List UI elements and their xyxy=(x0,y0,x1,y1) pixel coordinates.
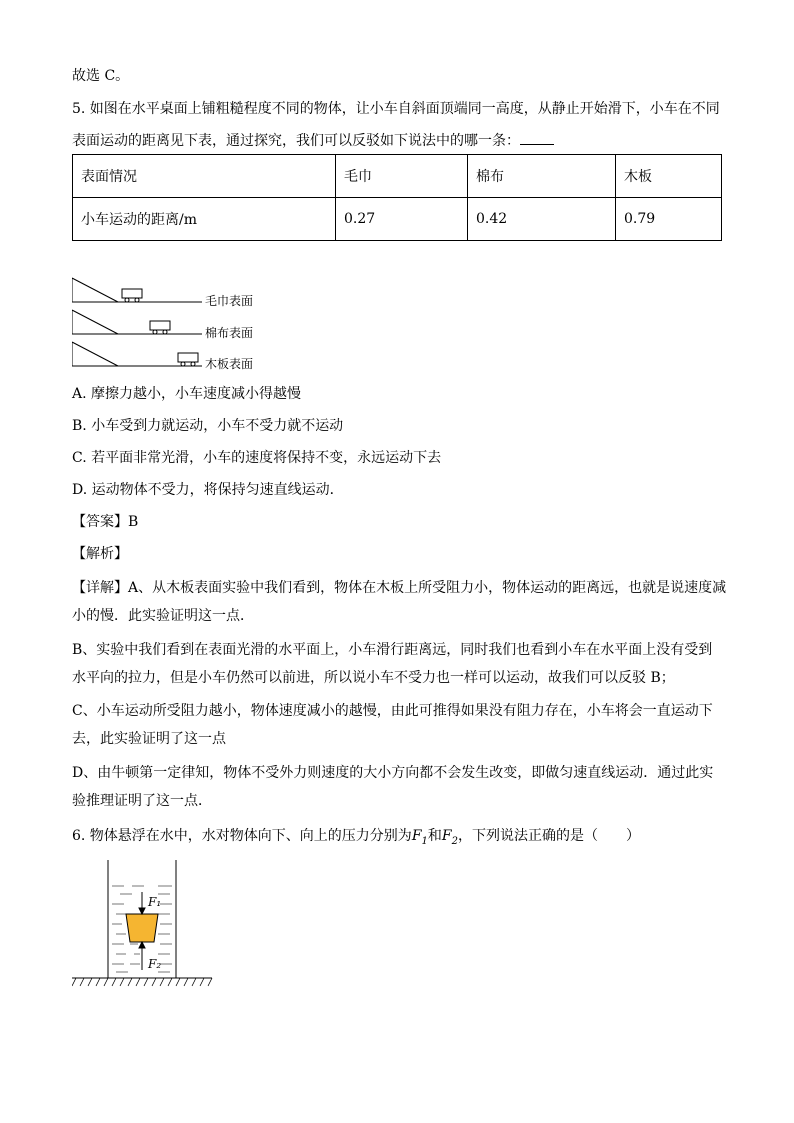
q5-stem-text: 表面运动的距离见下表，通过探究，我们可以反驳如下说法中的哪一条： xyxy=(72,133,520,149)
q5-stem-line1: 5. 如图在水平桌面上铺粗糙程度不同的物体，让小车自斜面顶端同一高度，从静止开始滑下，小车在不同 xyxy=(72,101,720,117)
detail-line: 水平向的拉力，但是小车仍然可以前进，所以说小车不受力也一样可以运动，故我们可以反驳 B； xyxy=(72,670,675,686)
table-cell: 0.79 xyxy=(616,198,722,241)
force-label-f1: F₁ xyxy=(148,895,162,909)
figure-label-towel: 毛巾表面 xyxy=(205,294,254,308)
table-header-cell: 棉布 xyxy=(468,155,616,198)
detail-line: 去，此实验证明了这一点 xyxy=(72,731,226,747)
f2-subscript: 2 xyxy=(451,835,458,847)
answer-line xyxy=(72,512,732,532)
analysis-label: 【解析】 xyxy=(72,546,128,562)
detail-line: 验推理证明了这一点． xyxy=(72,793,212,809)
option-b: B. 小车受到力就运动，小车不受力就不运动 xyxy=(72,418,344,434)
force-label-f2: F₂ xyxy=(148,957,162,971)
table-header-cell: 木板 xyxy=(616,155,722,198)
table-cell: 小车运动的距离/m xyxy=(73,198,336,241)
table-cell: 0.27 xyxy=(336,198,468,241)
table-header-cell: 表面情况 xyxy=(73,155,336,198)
figure-label-cotton: 棉布表面 xyxy=(205,326,254,340)
detail-line: C、小车运动所受阻力越小，物体速度减小的越慢，由此可推得如果没有阻力存在，小车将会一直运动下 xyxy=(72,703,713,719)
detail-line: 【详解】A、从木板表面实验中我们看到，物体在木板上所受阻力小，物体运动的距离远，也就是说速度减 xyxy=(72,580,727,596)
distance-table xyxy=(72,154,722,241)
detail-line: 小的慢．此实验证明这一点． xyxy=(72,608,254,624)
table-header-row xyxy=(73,155,722,198)
f1-letter: F xyxy=(411,828,422,844)
previous-conclusion: 故选 C。 xyxy=(72,68,130,84)
f2-symbol xyxy=(441,828,458,847)
detail-line: B、实验中我们看到在表面光滑的水平面上，小车滑行距离远，同时我们也看到小车在水平面上没有受到 xyxy=(72,642,713,658)
f1-symbol xyxy=(411,828,428,847)
detail-line: D、由牛顿第一定律知，物体不受外力则速度的大小方向都不会发生改变，即做匀速直线运动．通过此实 xyxy=(72,765,714,781)
q6-stem-pre: 6. 物体悬浮在水中，水对物体向下、向上的压力分别为 xyxy=(72,828,412,844)
option-a: A. 摩擦力越小，小车速度减小得越慢 xyxy=(72,386,302,402)
q6-stem xyxy=(72,826,732,852)
f1-subscript: 1 xyxy=(421,835,428,847)
f2-letter: F xyxy=(441,828,452,844)
table-cell: 0.42 xyxy=(468,198,616,241)
table-row xyxy=(73,198,722,241)
option-c: C. 若平面非常光滑，小车的速度将保持不变，永远运动下去 xyxy=(72,450,442,466)
figure-label-wood: 木板表面 xyxy=(205,357,254,371)
option-d: D. 运动物体不受力，将保持匀速直线运动． xyxy=(72,482,344,498)
cart xyxy=(122,289,142,298)
cart xyxy=(150,321,170,330)
q6-stem-post: ，下列说法正确的是（ ） xyxy=(458,828,640,844)
suspended-object-figure xyxy=(72,858,222,994)
cart xyxy=(178,353,198,362)
table-header-cell: 毛巾 xyxy=(336,155,468,198)
floating-object xyxy=(126,914,158,942)
answer-label: 【答案】 xyxy=(72,514,128,530)
answer-value: B xyxy=(128,514,139,530)
q5-stem-line2 xyxy=(72,130,732,151)
answer-blank xyxy=(520,130,554,145)
q6-and: 和 xyxy=(427,828,442,844)
